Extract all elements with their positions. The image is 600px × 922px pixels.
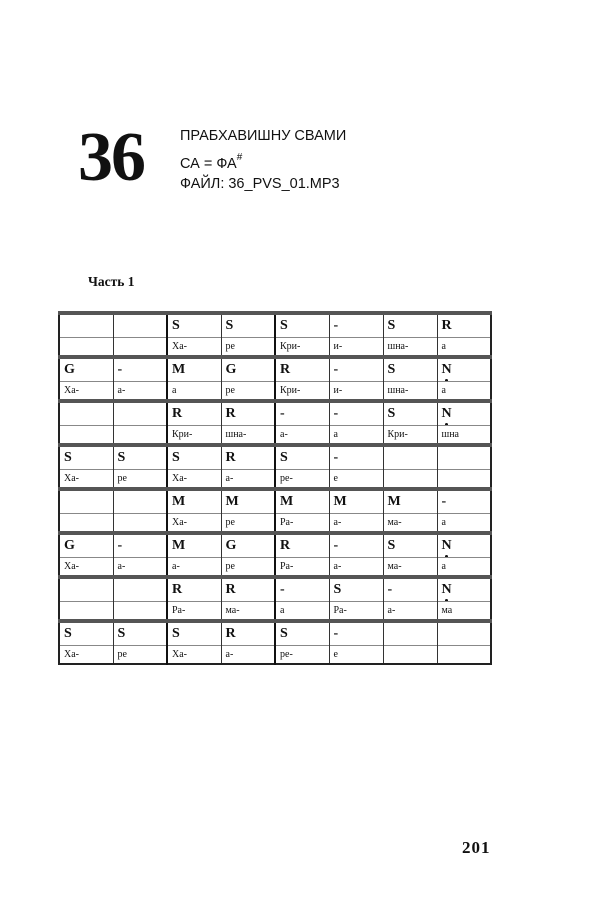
lyric-cell: и- [329, 382, 383, 402]
note-cell [437, 357, 491, 382]
note-cell [167, 489, 221, 514]
note-symbol: N [441, 582, 452, 597]
lyric-cell [113, 338, 167, 358]
note-cell [275, 577, 329, 602]
lyric-cell [437, 646, 491, 665]
note-symbol: - [333, 538, 339, 553]
note-cell [383, 401, 437, 426]
lyric-cell [113, 602, 167, 622]
lyric-cell: Ха- [59, 382, 113, 402]
note-cell [383, 577, 437, 602]
note-cell [59, 445, 113, 470]
note-cell [59, 577, 113, 602]
notes-row [59, 401, 491, 426]
note-cell [59, 621, 113, 646]
note-cell [383, 313, 437, 338]
lyric-cell: а- [275, 426, 329, 446]
lyric-cell: а- [221, 470, 275, 490]
lyric-cell [113, 514, 167, 534]
note-cell [221, 401, 275, 426]
note-cell [275, 313, 329, 338]
lyric-cell: а [437, 338, 491, 358]
note-symbol: - [333, 406, 339, 421]
lyric-cell: Ра- [275, 558, 329, 578]
lyric-cell: шна- [221, 426, 275, 446]
note-cell [329, 313, 383, 338]
lyric-cell: а- [329, 514, 383, 534]
lyric-cell: а- [113, 558, 167, 578]
note-symbol: - [333, 626, 339, 641]
note-cell [59, 489, 113, 514]
lyric-cell: ре- [275, 470, 329, 490]
lyric-cell [383, 470, 437, 490]
note-cell [275, 445, 329, 470]
lyric-cell: Ха- [59, 470, 113, 490]
note-symbol: - [117, 362, 123, 377]
note-cell [437, 577, 491, 602]
note-cell [113, 621, 167, 646]
note-symbol: M [387, 494, 401, 509]
file-name: ФАЙЛ: 36_PVS_01.MP3 [180, 176, 340, 192]
lyric-cell: а- [329, 558, 383, 578]
note-cell [113, 357, 167, 382]
lyric-cell: Кри- [275, 382, 329, 402]
notes-row [59, 489, 491, 514]
note-symbol: M [333, 494, 347, 509]
lyric-cell: ре [221, 382, 275, 402]
lyric-cell [59, 514, 113, 534]
lyric-cell: Ра- [167, 602, 221, 622]
lyric-cell: Ха- [167, 646, 221, 665]
sa-tuning [180, 148, 346, 172]
lyric-cell: а [167, 382, 221, 402]
note-symbol: - [117, 538, 123, 553]
notes-row [59, 621, 491, 646]
lyric-cell [437, 470, 491, 490]
lyrics-row [59, 470, 491, 490]
note-cell [221, 577, 275, 602]
note-cell [59, 401, 113, 426]
note-symbol: M [172, 362, 186, 377]
note-symbol: M [172, 494, 186, 509]
note-symbol: R [225, 626, 236, 641]
note-cell [113, 577, 167, 602]
lyric-cell: Ха- [59, 558, 113, 578]
lyric-cell: ма- [383, 514, 437, 534]
note-cell [275, 621, 329, 646]
note-cell [221, 313, 275, 338]
sharp-sign: # [236, 152, 243, 163]
lyrics-row [59, 426, 491, 446]
note-symbol: R [280, 538, 291, 553]
lyric-cell: Кри- [275, 338, 329, 358]
note-symbol: G [64, 362, 75, 377]
lyric-cell: ре [221, 558, 275, 578]
note-cell [383, 621, 437, 646]
lyric-cell: Ха- [167, 470, 221, 490]
lyric-cell [113, 426, 167, 446]
song-meta [180, 124, 346, 196]
note-symbol: S [117, 450, 126, 465]
note-cell [275, 401, 329, 426]
note-symbol: S [172, 318, 180, 333]
lyric-cell: а [275, 602, 329, 622]
lyric-cell: е [329, 646, 383, 665]
note-symbol: M [280, 494, 294, 509]
note-cell [329, 401, 383, 426]
lyric-cell: Ра- [275, 514, 329, 534]
note-cell [437, 533, 491, 558]
note-symbol: R [225, 450, 236, 465]
note-symbol: R [172, 406, 183, 421]
note-cell [221, 445, 275, 470]
lyric-cell [59, 338, 113, 358]
note-cell [383, 489, 437, 514]
note-symbol: S [387, 406, 396, 421]
note-symbol: G [225, 362, 237, 377]
lyric-cell: е [329, 470, 383, 490]
note-cell [167, 445, 221, 470]
page-number: 201 [462, 838, 491, 857]
notes-row [59, 445, 491, 470]
part-label: Часть 1 [88, 274, 135, 289]
lyric-cell: Кри- [167, 426, 221, 446]
note-cell [437, 313, 491, 338]
note-symbol: R [280, 362, 291, 377]
notation-grid [58, 311, 492, 665]
note-symbol: S [387, 362, 396, 377]
note-cell [167, 401, 221, 426]
lyrics-row [59, 558, 491, 578]
lyric-cell: ма- [221, 602, 275, 622]
note-cell [221, 357, 275, 382]
lyric-cell: а- [383, 602, 437, 622]
note-symbol: N [441, 362, 452, 377]
note-cell [167, 621, 221, 646]
lyric-cell [383, 646, 437, 665]
lyric-cell: Ха- [167, 514, 221, 534]
lyric-cell: ре [221, 514, 275, 534]
song-number: 36 [78, 119, 144, 196]
lyric-cell: ре [113, 646, 167, 665]
note-cell [275, 533, 329, 558]
note-symbol: G [64, 538, 75, 553]
song-header [78, 118, 498, 208]
lyrics-row [59, 338, 491, 358]
note-symbol: - [333, 362, 339, 377]
note-cell [113, 533, 167, 558]
notes-row [59, 313, 491, 338]
note-cell [329, 577, 383, 602]
note-symbol: S [280, 450, 288, 465]
note-cell [167, 313, 221, 338]
notes-row [59, 577, 491, 602]
note-cell [113, 445, 167, 470]
lyric-cell: ма [437, 602, 491, 622]
note-symbol: N [441, 538, 452, 553]
sa-tuning-text: СА = ФА [180, 155, 237, 172]
note-cell [275, 489, 329, 514]
note-cell [221, 621, 275, 646]
note-cell [437, 621, 491, 646]
lyrics-row [59, 602, 491, 622]
note-symbol: S [172, 626, 180, 641]
lyric-cell: а [329, 426, 383, 446]
note-symbol: N [441, 406, 452, 421]
note-symbol: S [387, 318, 396, 333]
note-symbol: S [333, 582, 342, 597]
note-symbol: R [225, 406, 236, 421]
note-cell [383, 533, 437, 558]
note-cell [329, 489, 383, 514]
note-symbol: - [280, 406, 285, 421]
note-cell [383, 445, 437, 470]
note-cell [275, 357, 329, 382]
note-cell [167, 357, 221, 382]
lyric-cell: а- [113, 382, 167, 402]
note-cell [59, 357, 113, 382]
lyric-cell: шна- [383, 338, 437, 358]
note-symbol: M [172, 538, 186, 553]
note-cell [59, 313, 113, 338]
lyric-cell: ре- [275, 646, 329, 665]
lyrics-row [59, 382, 491, 402]
note-symbol: S [280, 318, 288, 333]
lyric-cell: а [437, 514, 491, 534]
note-symbol: M [225, 494, 239, 509]
note-cell [113, 401, 167, 426]
note-cell [113, 313, 167, 338]
note-cell [437, 401, 491, 426]
note-symbol: - [441, 494, 447, 509]
note-symbol: S [172, 450, 180, 465]
lyric-cell: ма- [383, 558, 437, 578]
note-symbol: G [225, 538, 237, 553]
note-symbol: R [441, 318, 452, 333]
note-cell [113, 489, 167, 514]
lyrics-row [59, 514, 491, 534]
note-symbol: S [64, 450, 72, 465]
lyric-cell: шна [437, 426, 491, 446]
lyric-cell: Кри- [383, 426, 437, 446]
song-title: ПРАБХАВИШНУ СВАМИ [180, 128, 347, 144]
note-symbol: - [387, 582, 393, 597]
note-symbol: S [64, 626, 72, 641]
lyric-cell: и- [329, 338, 383, 358]
note-cell [329, 621, 383, 646]
note-cell [59, 533, 113, 558]
lyric-cell [59, 602, 113, 622]
lyric-cell: шна- [383, 382, 437, 402]
note-symbol: R [172, 582, 183, 597]
note-symbol: - [280, 582, 285, 597]
notes-row [59, 533, 491, 558]
lyric-cell: Ха- [167, 338, 221, 358]
lyrics-row [59, 646, 491, 665]
lyric-cell: ре [113, 470, 167, 490]
note-symbol: R [225, 582, 236, 597]
note-cell [167, 577, 221, 602]
note-symbol: S [117, 626, 126, 641]
note-symbol: S [280, 626, 288, 641]
note-cell [383, 357, 437, 382]
lyric-cell: а [437, 382, 491, 402]
note-symbol: S [387, 538, 396, 553]
note-symbol: - [333, 318, 339, 333]
note-cell [167, 533, 221, 558]
note-cell [329, 533, 383, 558]
note-cell [329, 445, 383, 470]
lyric-cell [59, 426, 113, 446]
note-cell [437, 489, 491, 514]
lyric-cell: а- [221, 646, 275, 665]
note-cell [329, 357, 383, 382]
note-cell [221, 489, 275, 514]
note-symbol: S [225, 318, 234, 333]
lyric-cell: Ра- [329, 602, 383, 622]
lyric-cell: а [437, 558, 491, 578]
note-symbol: - [333, 450, 339, 465]
lyric-cell: ре [221, 338, 275, 358]
note-cell [221, 533, 275, 558]
notes-row [59, 357, 491, 382]
lyric-cell: а- [167, 558, 221, 578]
note-cell [437, 445, 491, 470]
lyric-cell: Ха- [59, 646, 113, 665]
